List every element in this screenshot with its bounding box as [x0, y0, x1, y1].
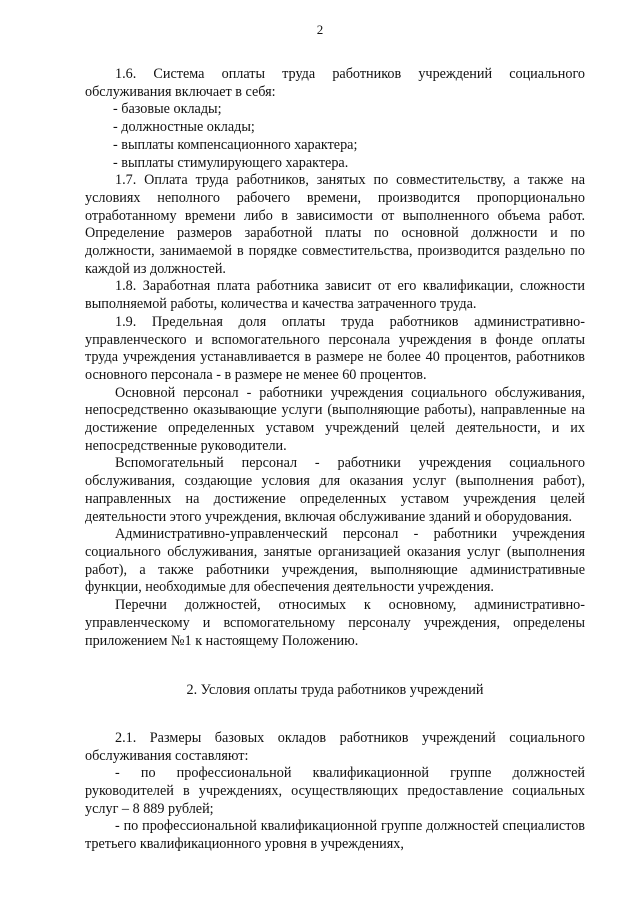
- list-item-managers-group: - по профессиональной квалификационной группе должностей руководителей в учреждениях, осуществляющих предоставление социальных услуг – 8 889 рублей;: [85, 765, 585, 817]
- paragraph-1-7: 1.7. Оплата труда работников, занятых по совместительству, а также на условиях неполного рабочего времени, производится пропорционально отработанному времени либо в зависимости от выполненного объема работ. Определение размеров заработной платы по основной должности и по должности, занимаемой в порядке совместительства, производится раздельно по каждой из должностей.: [85, 172, 585, 277]
- list-item-position-salaries: - должностные оклады;: [113, 119, 255, 136]
- section-2-heading: 2. Условия оплаты труда работников учреждений: [186, 682, 484, 699]
- paragraph-1-9: 1.9. Предельная доля оплаты труда работников административно-управленческого и вспомогательного персонала учреждения в фонде оплаты труда учреждения устанавливается в размере не более 40 процентов, работников основного персонала - в размере не менее 60 процентов.: [85, 313, 585, 383]
- paragraph-1-8: 1.8. Заработная плата работника зависит от его квалификации, сложности выполняемой работы, количества и качества затраченного труда.: [85, 278, 585, 313]
- paragraph-staff-lists: Перечни должностей, относимых к основному, административно-управленческому и вспомогательному персоналу учреждения, определены приложением №1 к настоящему Положению.: [85, 597, 585, 649]
- paragraph-1-6: 1.6. Система оплаты труда работников учреждений социального обслуживания включает в себя:: [85, 66, 585, 100]
- list-item-incentive-payments: - выплаты стимулирующего характера.: [113, 154, 349, 171]
- paragraph-2-1: 2.1. Размеры базовых окладов работников учреждений социального обслуживания составляют:: [85, 729, 585, 764]
- list-item-base-salaries: - базовые оклады;: [113, 101, 222, 118]
- list-item-specialists-group: - по профессиональной квалификационной группе должностей специалистов третьего квалификационного уровня в учреждениях,: [85, 818, 585, 853]
- paragraph-admin-staff: Административно-управленческий персонал - работники учреждения социального обслуживания, занятые организацией оказания услуг (выполнения работ), а также работники учреждения, выполняющие административные функции, необходимые для обеспечения деятельности учреждения.: [85, 526, 585, 596]
- paragraph-main-staff: Основной персонал - работники учреждения социального обслуживания, непосредственно оказывающие услуги (выполняющие работы), направленные на достижение определенных уставом учреждений целей деятельности, и их непосредственные руководители.: [85, 384, 585, 454]
- page-number: 2: [316, 22, 324, 37]
- list-item-compensation-payments: - выплаты компенсационного характера;: [113, 136, 358, 153]
- document-body: [85, 66, 585, 854]
- paragraph-support-staff: Вспомогательный персонал - работники учреждения социального обслуживания, создающие условия для оказания услуг (выполнения работ), направленных на достижение определенных уставом учреждения целей деятельности этого учреждения, включая обслуживание зданий и оборудования.: [85, 455, 585, 525]
